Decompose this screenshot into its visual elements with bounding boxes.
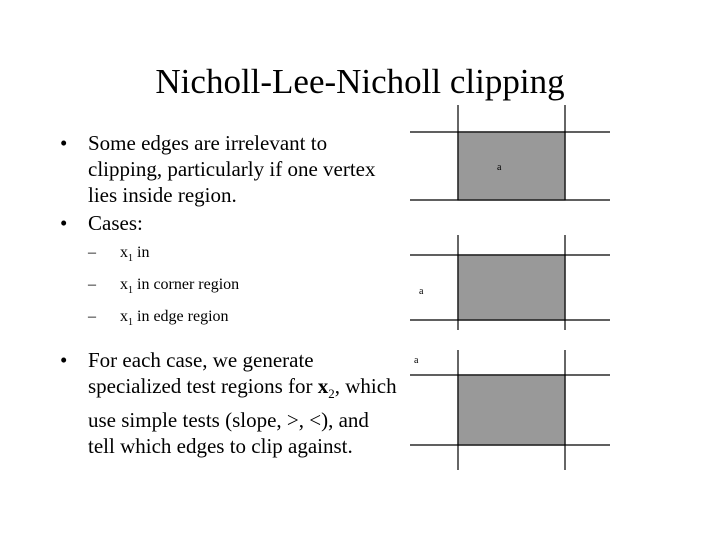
bullet-marker: • xyxy=(60,131,68,155)
panel-corner xyxy=(410,235,610,330)
subscript: 1 xyxy=(128,317,133,329)
subbullet-marker: – xyxy=(88,244,96,261)
bullet-text: Some edges are irrelevant to clipping, particularly if one vertex lies inside region. xyxy=(88,131,376,207)
variable-x-bold: x xyxy=(317,373,329,398)
panel-edge xyxy=(410,350,610,470)
bullet-text-after: , which use simple tests (slope, >, <), and tell which edges to clip against. xyxy=(88,373,397,458)
bullet-cases xyxy=(60,210,400,236)
bullet-marker: • xyxy=(60,347,68,372)
bullet-irrelevant-edges xyxy=(60,130,400,208)
subbullet-x1-corner xyxy=(60,272,400,304)
clip-region xyxy=(458,375,565,445)
bullet-test-regions xyxy=(60,347,400,459)
variable-x: x xyxy=(120,244,128,261)
subbullet-text: in corner region xyxy=(133,276,240,294)
subbullet-x1-in xyxy=(60,240,400,272)
point-marker: a xyxy=(419,286,424,297)
subbullet-text: in edge region xyxy=(133,308,229,326)
slide-body xyxy=(60,130,400,459)
clip-region xyxy=(458,132,565,200)
variable-x: x xyxy=(120,276,128,294)
clipping-regions-diagram xyxy=(400,100,620,480)
subbullet-x1-edge xyxy=(60,304,400,336)
bullet-marker: • xyxy=(60,211,68,235)
variable-x: x xyxy=(120,308,128,326)
subbullet-marker: – xyxy=(88,308,96,326)
subscript: 1 xyxy=(128,253,133,265)
slide-title: Nicholl-Lee-Nicholl clipping xyxy=(155,62,565,101)
point-marker: a xyxy=(497,162,502,173)
subbullet-text: in xyxy=(133,244,150,261)
bullet-text: Cases: xyxy=(88,211,143,235)
bullet-text-before: For each case, we generate specialized test regions for xyxy=(88,347,318,398)
panel-inside xyxy=(410,105,610,200)
point-marker: a xyxy=(414,355,419,366)
subbullet-marker: – xyxy=(88,276,96,294)
subscript: 2 xyxy=(328,385,335,401)
subscript: 1 xyxy=(128,285,133,297)
clip-region xyxy=(458,255,565,320)
